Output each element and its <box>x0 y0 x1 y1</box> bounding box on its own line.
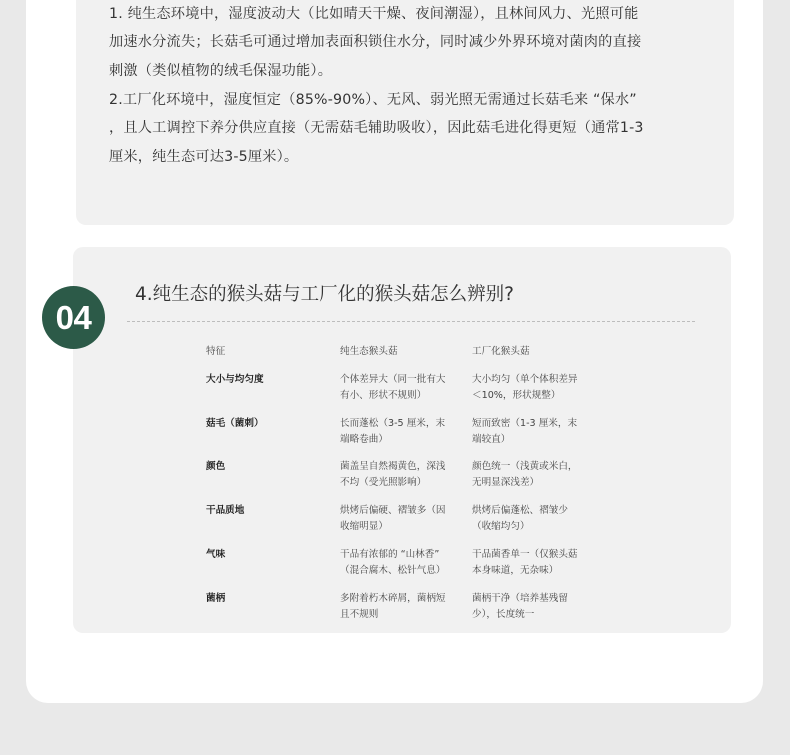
table-cell-factory: 烘烤后偏蓬松、褶皱少 <box>472 505 568 516</box>
table-cell-factory: 大小均匀（单个体积差异 <box>472 374 578 385</box>
table-row-feature: 气味 <box>206 549 226 560</box>
answer-line: 1. 纯生态环境中，湿度波动大（比如晴天干燥、夜间潮湿），且林间风力、光照可能 <box>109 6 639 22</box>
table-cell-factory: 短而致密（1-3 厘米，末 <box>472 418 578 429</box>
table-cell-factory: 菌柄干净（培养基残留 <box>472 593 568 604</box>
question-title: 4.纯生态的猴头菇与工厂化的猴头菇怎么辨别? <box>135 284 514 305</box>
table-cell-eco: 长而蓬松（3-5 厘米，末 <box>340 418 446 429</box>
table-header-feature: 特征 <box>206 346 226 357</box>
table-row-feature: 颜色 <box>206 461 226 472</box>
table-header-factory: 工厂化猴头菇 <box>472 346 530 357</box>
table-cell-factory: 少），长度统一 <box>472 609 535 620</box>
table-cell-eco: 菌盖呈自然褐黄色，深浅 <box>340 461 446 472</box>
table-cell-eco: 有小、形状不规则） <box>340 390 427 401</box>
section-number-badge: 04 <box>42 286 105 349</box>
table-row-feature: 菌柄 <box>206 593 226 604</box>
table-cell-eco: 烘烤后偏硬、褶皱多（因 <box>340 505 446 516</box>
table-row-feature: 干品质地 <box>206 505 245 516</box>
table-cell-factory: （收缩均匀） <box>472 521 530 532</box>
table-cell-factory: 干品菌香单一（仅猴头菇 <box>472 549 578 560</box>
table-cell-eco: 且不规则 <box>340 609 379 620</box>
table-cell-eco: 收缩明显） <box>340 521 388 532</box>
table-cell-eco: 不均（受光照影响） <box>340 477 427 488</box>
table-cell-factory: 本身味道，无杂味） <box>472 565 559 576</box>
table-cell-eco: 个体差异大（同一批有大 <box>340 374 446 385</box>
answer-line: 厘米，纯生态可达3-5厘米）。 <box>109 149 299 165</box>
table-cell-eco: （混合腐木、松针气息） <box>340 565 446 576</box>
table-cell-eco: 端略卷曲） <box>340 434 388 445</box>
table-cell-factory: 端较直） <box>472 434 511 445</box>
table-cell-eco: 干品有浓郁的 “山林香” <box>340 549 440 560</box>
answer-line: ，且人工调控下养分供应直接（无需菇毛辅助吸收），因此菇毛进化得更短（通常1-3 <box>109 120 644 136</box>
answer-line: 刺激（类似植物的绒毛保湿功能）。 <box>109 63 333 79</box>
answer-line: 2.工厂化环境中，湿度恒定（85%-90%）、无风、弱光照无需通过长菇毛来 “保水” <box>109 92 637 108</box>
table-cell-factory: ＜10%，形状规整） <box>472 390 561 401</box>
table-row-feature: 菇毛（菌刺） <box>206 418 264 429</box>
table-cell-eco: 多附着朽木碎屑，菌柄短 <box>340 593 446 604</box>
answer-panel <box>76 0 734 225</box>
dashed-divider <box>127 321 695 322</box>
table-cell-factory: 颜色统一（浅黄或米白， <box>472 461 578 472</box>
table-header-eco: 纯生态猴头菇 <box>340 346 398 357</box>
table-row-feature: 大小与均匀度 <box>206 374 264 385</box>
table-cell-factory: 无明显深浅差） <box>472 477 540 488</box>
answer-line: 加速水分流失；长菇毛可通过增加表面积锁住水分，同时减少外界环境对菌肉的直接 <box>109 34 642 50</box>
